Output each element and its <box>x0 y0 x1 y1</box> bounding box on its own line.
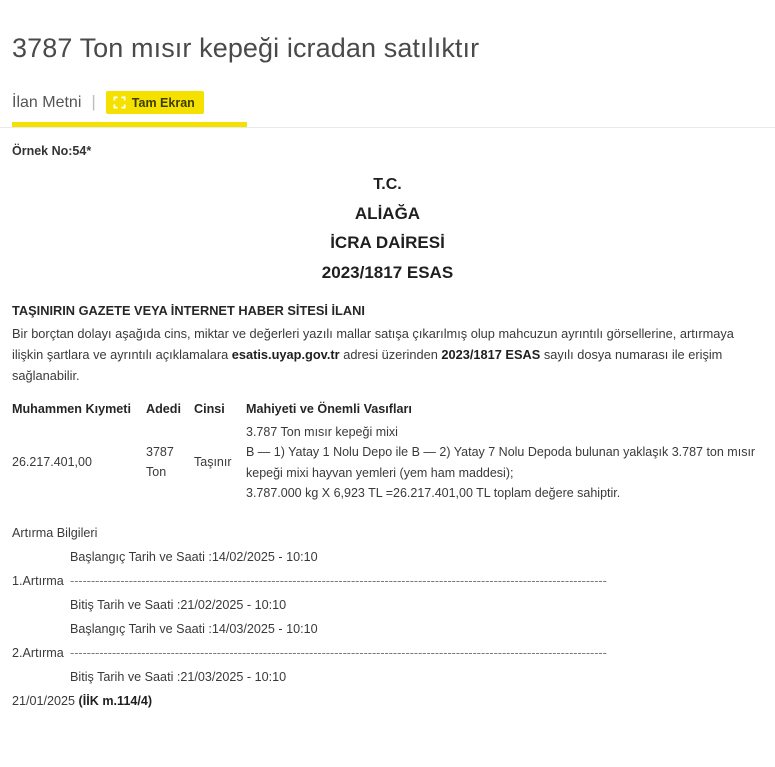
artirma-2-label-row <box>12 642 763 666</box>
artirma-row-1-start <box>12 546 763 570</box>
col-muhammen-kiymeti: Muhammen Kıymeti <box>12 401 131 416</box>
tab-bar <box>0 84 775 116</box>
fullscreen-icon <box>113 96 126 109</box>
artirma-1-dashes: -------------------------------------------------------------------------------------------------------------------------------- <box>70 574 607 589</box>
cell-adedi: 3787 Ton <box>146 445 174 479</box>
artirma-row-1-start-value: 14/02/2025 - 10:10 <box>211 550 318 565</box>
intro-file-no: 2023/1817 ESAS <box>441 347 541 363</box>
cell-cinsi: Taşınır <box>194 455 232 470</box>
cell-mahiyet <box>246 420 763 507</box>
document-footer <box>12 692 763 710</box>
mahiyet-line-4: 3.787.000 kg X 6,923 TL =26.217.401,00 TL toplam değere sahiptir. <box>246 486 621 501</box>
cell-muhammen-kiymeti: 26.217.401,00 <box>12 455 92 470</box>
artirma-row-2-start-label: Başlangıç Tarih ve Saati : <box>70 622 212 637</box>
court-office: İCRA DAİRESİ <box>330 233 445 253</box>
artirma-row-1-end-label: Bitiş Tarih ve Saati : <box>70 598 181 613</box>
court-header <box>12 171 763 288</box>
footer-date: 21/01/2025 <box>12 693 79 708</box>
section-heading: TAŞINIRIN GAZETE VEYA İNTERNET HABER SİTESİ İLANI <box>12 302 365 318</box>
fullscreen-button-label: Tam Ekran <box>131 95 195 110</box>
intro-part1: Bir borçtan dolayı aşağıda cins, miktar ve değerleri yazılı mallar satışa çıkarılmış olup mahcuzun ayrıntılı görsellerine, artırmaya ilişkin şartlara ve ayrıntılı açıklamalara <box>12 326 734 363</box>
artirma-2-label: 2.Artırma <box>12 645 64 660</box>
artirma-row-1-start-label: Başlangıç Tarih ve Saati : <box>70 550 212 565</box>
artirma-row-2-end-label: Bitiş Tarih ve Saati : <box>70 669 181 684</box>
intro-paragraph <box>12 324 763 386</box>
intro-part3: sayılı dosya numarası ile erişim sağlanabilir. <box>12 347 723 383</box>
court-city: ALİAĞA <box>354 203 421 223</box>
footer-ref: (İİK m.114/4) <box>78 693 153 708</box>
col-adedi: Adedi <box>146 401 181 416</box>
goods-table <box>12 401 763 507</box>
fullscreen-button[interactable] <box>106 91 204 114</box>
artirma-2-dashes: -------------------------------------------------------------------------------------------------------------------------------- <box>70 645 607 660</box>
table-row <box>12 420 763 507</box>
tab-ilan-metni[interactable]: İlan Metni <box>12 94 82 112</box>
mahiyet-line-1: 3.787 Ton mısır kepeği mixi <box>246 424 398 439</box>
tab-separator: | <box>91 92 96 112</box>
artirma-row-1-end-value: 21/02/2025 - 10:10 <box>180 598 287 613</box>
court-tc: T.C. <box>373 175 402 193</box>
page-title: 3787 Ton mısır kepeği icradan satılıktır <box>12 33 480 64</box>
ilan-document <box>0 128 775 710</box>
artirma-bilgileri <box>12 524 763 710</box>
artirma-row-2-start-value: 14/03/2025 - 10:10 <box>211 622 318 637</box>
intro-link: esatis.uyap.gov.tr <box>231 347 340 363</box>
table-header-row <box>12 401 763 420</box>
artirma-row-1-end <box>12 594 763 618</box>
ilan-page <box>0 18 775 767</box>
mahiyet-line-2: B — 1) Yatay 1 Nolu Depo ile B — 2) Yatay 7 Nolu Depoda bulunan yaklaşık 3.787 ton mısır <box>246 445 756 460</box>
ornek-no: Örnek No:54* <box>12 144 92 159</box>
mahiyet-line-3: kepeği mixi hayvan yemleri (yem ham maddesi); <box>246 465 514 480</box>
court-file-no: 2023/1817 ESAS <box>321 263 454 283</box>
col-cinsi: Cinsi <box>194 401 225 416</box>
artirma-row-2-end <box>12 666 763 690</box>
artirma-row-2-end-value: 21/03/2025 - 10:10 <box>180 669 287 684</box>
artirma-1-label: 1.Artırma <box>12 574 64 589</box>
artirma-title: Artırma Bilgileri <box>12 526 98 541</box>
intro-part2: adresi üzerinden <box>339 347 442 363</box>
artirma-1-label-row <box>12 570 763 594</box>
col-mahiyet: Mahiyeti ve Önemli Vasıfları <box>246 401 412 416</box>
artirma-row-2-start <box>12 618 763 642</box>
